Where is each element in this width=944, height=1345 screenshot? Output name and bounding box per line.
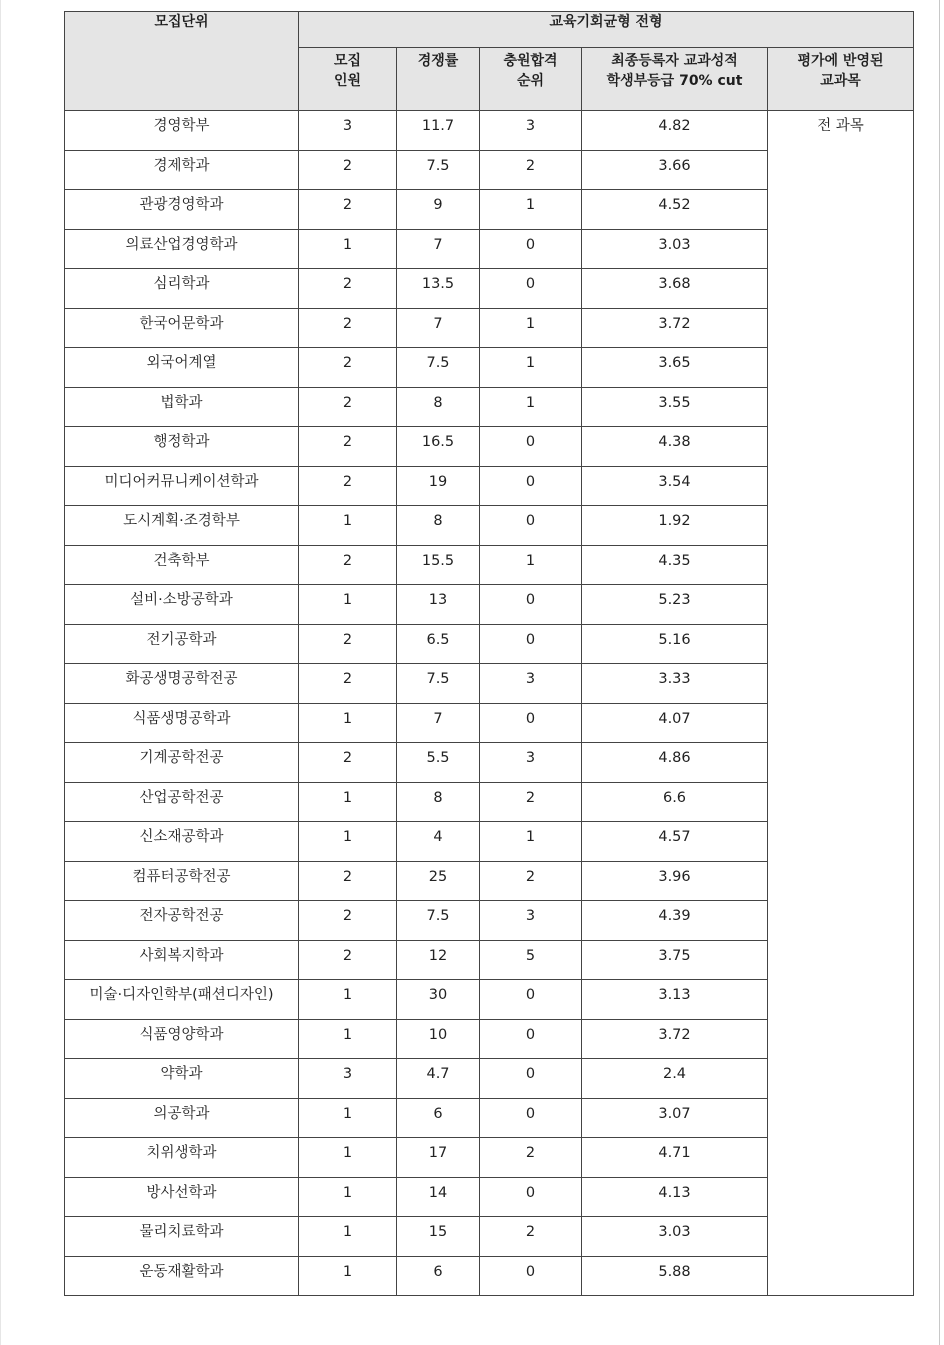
cell-waitlist: 0	[480, 624, 582, 664]
cell-waitlist: 1	[480, 387, 582, 427]
cell-cut: 4.13	[582, 1177, 768, 1217]
cell-ratio: 16.5	[397, 427, 480, 467]
admission-results-table	[64, 11, 914, 1296]
cell-quota: 1	[299, 822, 397, 862]
cell-waitlist: 2	[480, 1217, 582, 1257]
cell-ratio: 8	[397, 506, 480, 546]
cell-unit: 의료산업경영학과	[65, 229, 299, 269]
cell-cut: 3.65	[582, 348, 768, 388]
cell-cut: 4.38	[582, 427, 768, 467]
header-ratio	[397, 48, 480, 111]
cell-cut: 4.35	[582, 545, 768, 585]
cell-unit: 관광경영학과	[65, 190, 299, 230]
cell-cut: 3.68	[582, 269, 768, 309]
cell-waitlist: 2	[480, 861, 582, 901]
cell-cut: 3.72	[582, 1019, 768, 1059]
cell-waitlist: 0	[480, 1098, 582, 1138]
cell-quota: 2	[299, 308, 397, 348]
cell-unit: 행정학과	[65, 427, 299, 467]
cell-unit: 법학과	[65, 387, 299, 427]
cell-cut: 3.07	[582, 1098, 768, 1138]
cell-ratio: 7.5	[397, 901, 480, 941]
cell-ratio: 7.5	[397, 150, 480, 190]
cell-quota: 2	[299, 150, 397, 190]
cell-quota: 2	[299, 190, 397, 230]
cell-ratio: 11.7	[397, 111, 480, 151]
cell-unit: 의공학과	[65, 1098, 299, 1138]
cell-unit: 사회복지학과	[65, 940, 299, 980]
cell-ratio: 4.7	[397, 1059, 480, 1099]
cell-ratio: 12	[397, 940, 480, 980]
cell-quota: 2	[299, 743, 397, 783]
cell-ratio: 25	[397, 861, 480, 901]
cell-unit: 한국어문학과	[65, 308, 299, 348]
cell-cut: 3.96	[582, 861, 768, 901]
cell-waitlist: 0	[480, 1059, 582, 1099]
cell-waitlist: 1	[480, 822, 582, 862]
cell-waitlist: 2	[480, 782, 582, 822]
cell-ratio: 5.5	[397, 743, 480, 783]
cell-quota: 2	[299, 387, 397, 427]
cell-unit: 심리학과	[65, 269, 299, 309]
cell-quota: 1	[299, 506, 397, 546]
cell-cut: 4.57	[582, 822, 768, 862]
cell-quota: 1	[299, 1098, 397, 1138]
cell-unit: 전자공학전공	[65, 901, 299, 941]
cell-cut: 3.54	[582, 466, 768, 506]
cell-unit: 도시계획·조경학부	[65, 506, 299, 546]
cell-unit: 미디어커뮤니케이션학과	[65, 466, 299, 506]
cell-cut: 4.07	[582, 703, 768, 743]
cell-cut: 4.71	[582, 1138, 768, 1178]
cell-waitlist: 1	[480, 348, 582, 388]
cell-quota: 2	[299, 624, 397, 664]
cell-waitlist: 3	[480, 901, 582, 941]
cell-ratio: 4	[397, 822, 480, 862]
cell-quota: 2	[299, 545, 397, 585]
cell-ratio: 10	[397, 1019, 480, 1059]
cell-cut: 4.82	[582, 111, 768, 151]
cell-waitlist: 2	[480, 150, 582, 190]
cell-ratio: 6.5	[397, 624, 480, 664]
cell-quota: 2	[299, 664, 397, 704]
cell-quota: 1	[299, 980, 397, 1020]
cell-ratio: 7	[397, 308, 480, 348]
cell-ratio: 6	[397, 1256, 480, 1296]
cell-waitlist: 0	[480, 1177, 582, 1217]
cell-cut: 4.39	[582, 901, 768, 941]
header-quota-line2: 인원	[333, 73, 362, 89]
header-waitlist-line2: 순위	[516, 73, 545, 89]
cell-ratio: 8	[397, 782, 480, 822]
cell-unit: 미술·디자인학부(패션디자인)	[65, 980, 299, 1020]
cell-ratio: 9	[397, 190, 480, 230]
header-row-group	[65, 12, 914, 48]
cell-unit: 화공생명공학전공	[65, 664, 299, 704]
cell-unit: 방사선학과	[65, 1177, 299, 1217]
cell-waitlist: 0	[480, 703, 582, 743]
table-row	[65, 111, 914, 151]
header-cut-line2: 학생부등급 70% cut	[606, 73, 743, 89]
cell-cut: 2.4	[582, 1059, 768, 1099]
cell-quota: 2	[299, 861, 397, 901]
cell-ratio: 14	[397, 1177, 480, 1217]
cell-unit: 신소재공학과	[65, 822, 299, 862]
cell-quota: 2	[299, 269, 397, 309]
cell-ratio: 7	[397, 229, 480, 269]
cell-cut: 1.92	[582, 506, 768, 546]
cell-ratio: 8	[397, 387, 480, 427]
header-waitlist	[480, 48, 582, 111]
cell-unit: 산업공학전공	[65, 782, 299, 822]
cell-quota: 2	[299, 427, 397, 467]
page-left-edge	[0, 0, 1, 1345]
cell-quota: 1	[299, 1019, 397, 1059]
cell-quota: 1	[299, 1138, 397, 1178]
cell-ratio: 7.5	[397, 664, 480, 704]
cell-unit: 설비·소방공학과	[65, 585, 299, 625]
cell-quota: 1	[299, 782, 397, 822]
cell-unit: 식품생명공학과	[65, 703, 299, 743]
cell-cut: 5.23	[582, 585, 768, 625]
header-subjects	[768, 48, 914, 111]
cell-unit: 물리치료학과	[65, 1217, 299, 1257]
header-waitlist-line1: 충원합격	[503, 53, 558, 69]
cell-unit: 기계공학전공	[65, 743, 299, 783]
cell-ratio: 15.5	[397, 545, 480, 585]
cell-cut: 3.33	[582, 664, 768, 704]
cell-ratio: 13.5	[397, 269, 480, 309]
header-quota-line1: 모집	[333, 53, 362, 69]
cell-quota: 2	[299, 348, 397, 388]
cell-cut: 3.75	[582, 940, 768, 980]
cell-cut: 3.66	[582, 150, 768, 190]
cell-waitlist: 0	[480, 427, 582, 467]
cell-waitlist: 0	[480, 506, 582, 546]
cell-quota: 1	[299, 1217, 397, 1257]
cell-unit: 건축학부	[65, 545, 299, 585]
cell-quota: 1	[299, 703, 397, 743]
cell-waitlist: 3	[480, 743, 582, 783]
cell-unit: 전기공학과	[65, 624, 299, 664]
cell-unit: 약학과	[65, 1059, 299, 1099]
cell-ratio: 7	[397, 703, 480, 743]
table-body	[65, 111, 914, 1296]
cell-unit: 외국어계열	[65, 348, 299, 388]
cell-cut: 6.6	[582, 782, 768, 822]
cell-quota: 2	[299, 466, 397, 506]
cell-waitlist: 0	[480, 1256, 582, 1296]
cell-unit: 운동재활학과	[65, 1256, 299, 1296]
cell-unit: 치위생학과	[65, 1138, 299, 1178]
cell-cut: 5.88	[582, 1256, 768, 1296]
cell-quota: 1	[299, 1256, 397, 1296]
cell-quota: 3	[299, 111, 397, 151]
cell-ratio: 7.5	[397, 348, 480, 388]
cell-quota: 2	[299, 901, 397, 941]
cell-waitlist: 1	[480, 545, 582, 585]
cell-quota: 1	[299, 585, 397, 625]
cell-cut: 4.86	[582, 743, 768, 783]
cell-ratio: 13	[397, 585, 480, 625]
cell-waitlist: 0	[480, 1019, 582, 1059]
cell-unit: 경제학과	[65, 150, 299, 190]
cell-waitlist: 3	[480, 111, 582, 151]
cell-waitlist: 0	[480, 466, 582, 506]
header-subjects-line2: 교과목	[820, 73, 861, 89]
cell-quota: 2	[299, 940, 397, 980]
cell-ratio: 19	[397, 466, 480, 506]
cell-ratio: 17	[397, 1138, 480, 1178]
cell-cut: 5.16	[582, 624, 768, 664]
cell-waitlist: 1	[480, 190, 582, 230]
cell-ratio: 15	[397, 1217, 480, 1257]
cell-subjects: 전 과목	[768, 111, 914, 1296]
cell-quota: 1	[299, 1177, 397, 1217]
cell-waitlist: 5	[480, 940, 582, 980]
header-group: 교육기회균형 전형	[299, 12, 914, 48]
cell-ratio: 6	[397, 1098, 480, 1138]
cell-unit: 식품영양학과	[65, 1019, 299, 1059]
cell-cut: 3.03	[582, 229, 768, 269]
header-cut	[582, 48, 768, 111]
cell-waitlist: 1	[480, 308, 582, 348]
cell-cut: 4.52	[582, 190, 768, 230]
cell-waitlist: 0	[480, 269, 582, 309]
cell-unit: 경영학부	[65, 111, 299, 151]
cell-unit: 컴퓨터공학전공	[65, 861, 299, 901]
cell-cut: 3.03	[582, 1217, 768, 1257]
cell-quota: 3	[299, 1059, 397, 1099]
header-unit: 모집단위	[65, 12, 299, 111]
header-quota	[299, 48, 397, 111]
page-right-edge	[939, 0, 940, 1345]
cell-waitlist: 3	[480, 664, 582, 704]
cell-waitlist: 0	[480, 980, 582, 1020]
cell-ratio: 30	[397, 980, 480, 1020]
cell-cut: 3.72	[582, 308, 768, 348]
cell-cut: 3.13	[582, 980, 768, 1020]
cell-waitlist: 0	[480, 229, 582, 269]
cell-waitlist: 0	[480, 585, 582, 625]
cell-cut: 3.55	[582, 387, 768, 427]
cell-waitlist: 2	[480, 1138, 582, 1178]
header-subjects-line1: 평가에 반영된	[797, 53, 884, 69]
header-cut-line1: 최종등록자 교과성적	[611, 53, 738, 69]
cell-quota: 1	[299, 229, 397, 269]
header-ratio-label: 경쟁률	[417, 53, 459, 69]
